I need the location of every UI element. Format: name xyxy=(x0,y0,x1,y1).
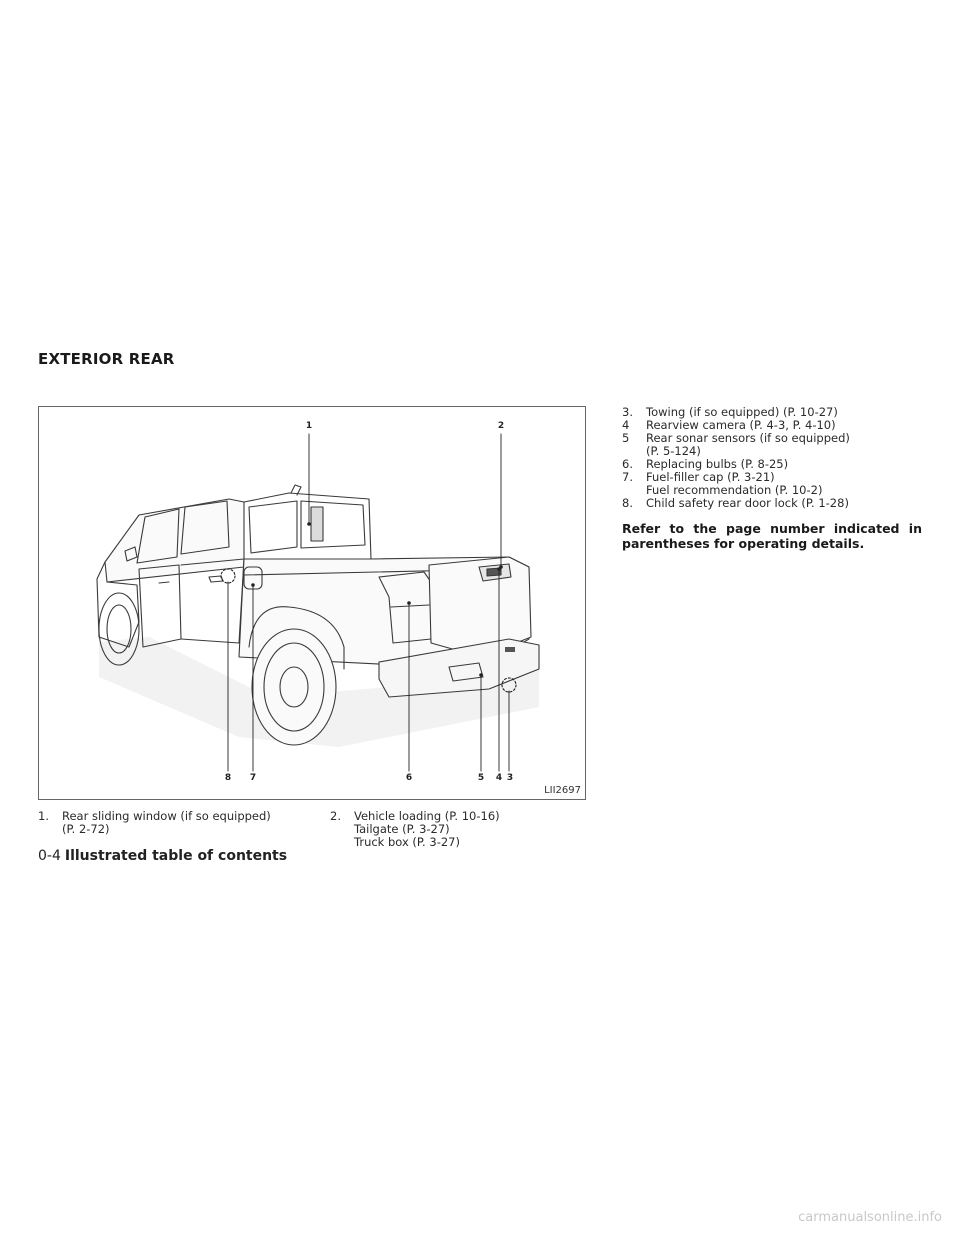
caption-subtext: (P. 5-124) xyxy=(646,444,701,458)
callout-1: 1 xyxy=(305,421,313,431)
caption-number: 7. xyxy=(622,470,633,484)
callout-7: 7 xyxy=(249,773,257,783)
caption-text: Rear sonar sensors (if so equipped) xyxy=(646,431,850,445)
operating-details-note: Refer to the page number indicated in parentheses for operating details. xyxy=(622,521,922,551)
caption-text: Rearview camera (P. 4-3, P. 4-10) xyxy=(646,418,836,432)
caption-number: 2. xyxy=(330,809,341,823)
callout-4: 4 xyxy=(495,773,503,783)
caption-number: 1. xyxy=(38,809,49,823)
caption-number: 3. xyxy=(622,405,633,419)
callout-3: 3 xyxy=(506,773,514,783)
right-caption-list xyxy=(622,406,850,510)
page-footer xyxy=(38,848,287,864)
caption-subtext: Truck box (P. 3-27) xyxy=(354,835,460,849)
caption-subtext: Fuel recommendation (P. 10-2) xyxy=(646,483,823,497)
section-title: EXTERIOR REAR xyxy=(38,350,175,368)
caption-item-1 xyxy=(38,810,271,836)
caption-text: Replacing bulbs (P. 8-25) xyxy=(646,457,789,471)
caption-text: Fuel-filler cap (P. 3-21) xyxy=(646,470,775,484)
caption-text: Rear sliding window (if so equipped) xyxy=(62,809,271,823)
callout-5: 5 xyxy=(477,773,485,783)
caption-subtext: (P. 2-72) xyxy=(62,822,110,836)
caption-text: Child safety rear door lock (P. 1-28) xyxy=(646,496,849,510)
chapter-title: Illustrated table of contents xyxy=(64,848,288,864)
figure-id: LII2697 xyxy=(544,785,581,796)
callout-2: 2 xyxy=(497,421,505,431)
caption-text: Vehicle loading (P. 10-16) xyxy=(354,809,500,823)
truck-rear-illustration xyxy=(39,407,587,801)
caption-item-2 xyxy=(330,810,500,849)
callout-8: 8 xyxy=(224,773,232,783)
callout-6: 6 xyxy=(405,773,413,783)
exterior-rear-figure xyxy=(38,406,586,800)
caption-text: Towing (if so equipped) (P. 10-27) xyxy=(646,405,838,419)
caption-number: 4 xyxy=(622,418,630,432)
watermark: carmanualsonline.info xyxy=(798,1210,942,1225)
caption-subtext: Tailgate (P. 3-27) xyxy=(354,822,450,836)
caption-number: 5 xyxy=(622,431,630,445)
caption-number: 8. xyxy=(622,496,633,510)
caption-number: 6. xyxy=(622,457,633,471)
caption-item-8 xyxy=(622,497,850,510)
page-number: 0-4 xyxy=(38,848,61,864)
